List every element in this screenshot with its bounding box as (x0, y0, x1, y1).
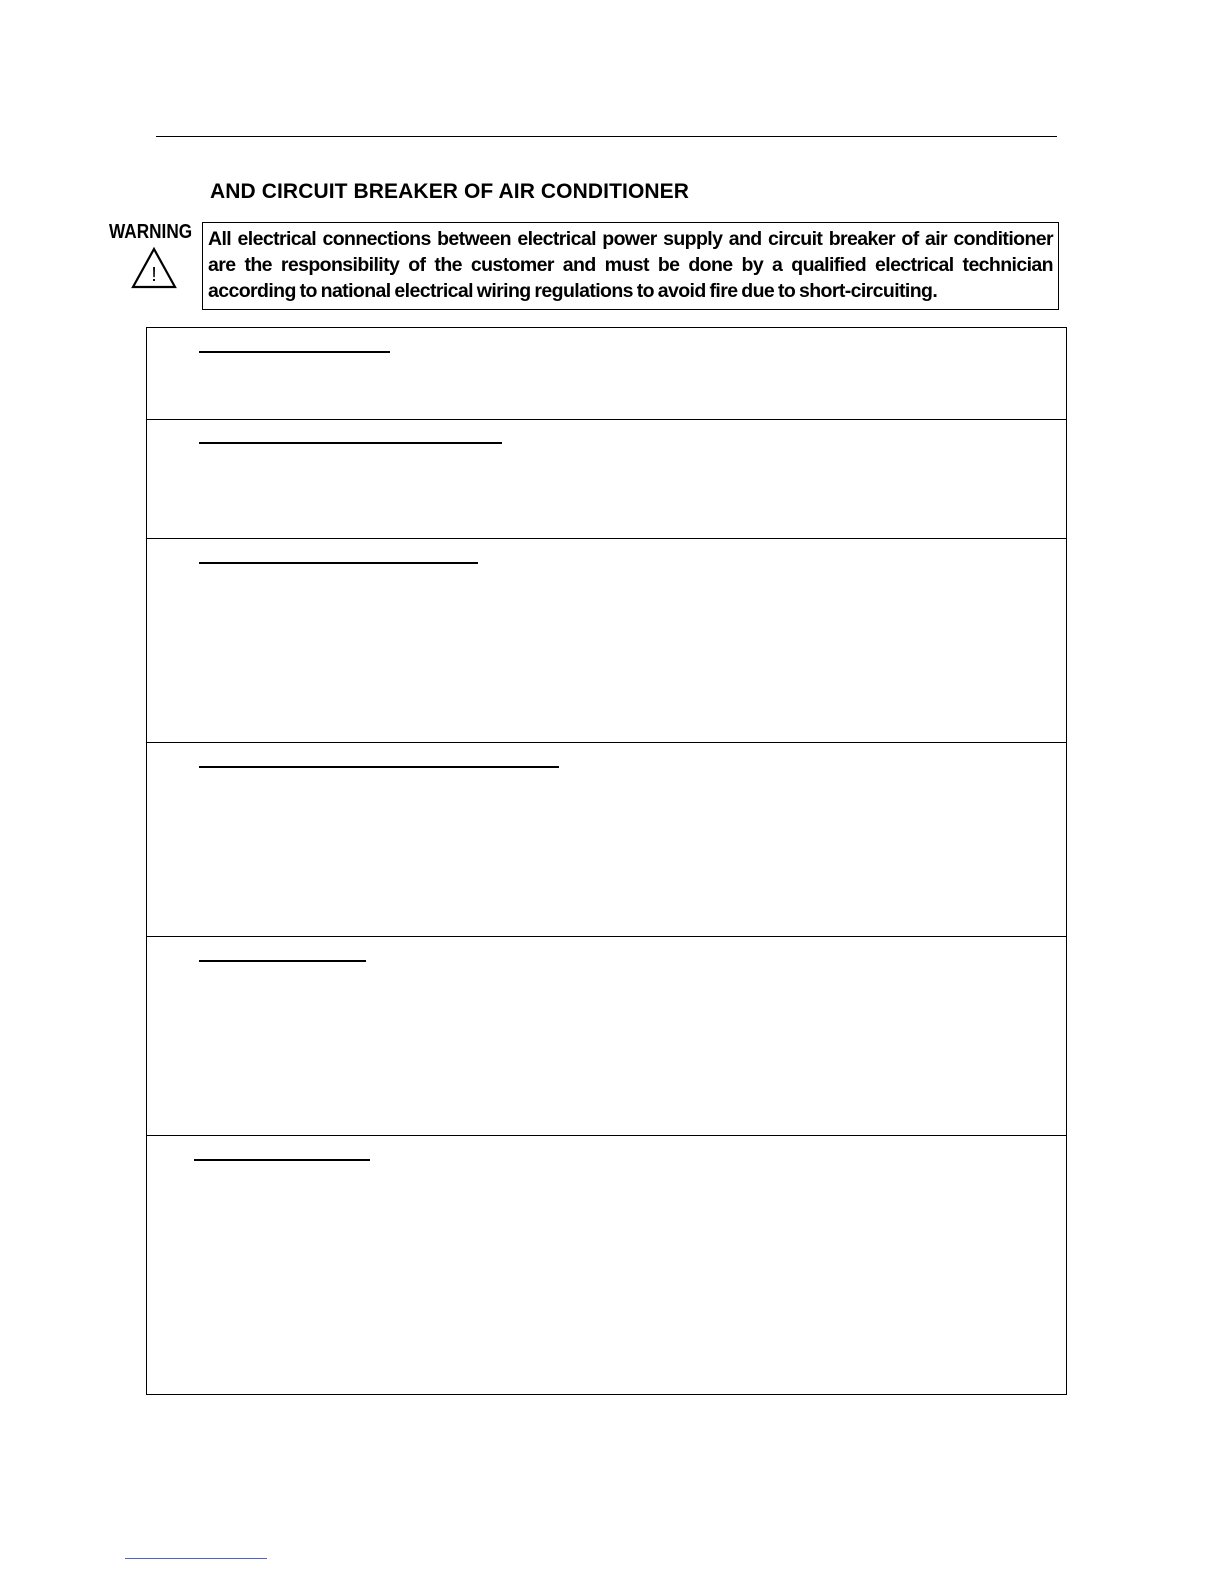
section-table (146, 327, 1067, 1395)
header-rule (156, 136, 1057, 137)
row-2-heading-rule (199, 442, 502, 444)
section-title: AND CIRCUIT BREAKER OF AIR CONDITIONER (210, 180, 690, 203)
row-6-heading-rule (194, 1159, 370, 1161)
row-divider (147, 1135, 1066, 1136)
warning-label: WARNING (109, 221, 193, 243)
row-4-heading-rule (199, 766, 559, 768)
row-divider (147, 742, 1066, 743)
row-1-heading-rule (199, 351, 390, 353)
row-divider (147, 419, 1066, 420)
row-divider (147, 538, 1066, 539)
svg-text:!: ! (151, 264, 157, 286)
warning-text: All electrical connections between electrical power supply and circuit breaker of air conditioner are the responsibility of the customer and must be done by a qualified electrical technician according to national electrical wiring regulations to avoid fire due to short-circuiting. (208, 228, 1053, 302)
footer-link-underline[interactable] (125, 1558, 267, 1559)
row-divider (147, 936, 1066, 937)
row-5-heading-rule (199, 960, 366, 962)
row-3-heading-rule (199, 562, 478, 564)
warning-triangle-icon (130, 246, 178, 290)
